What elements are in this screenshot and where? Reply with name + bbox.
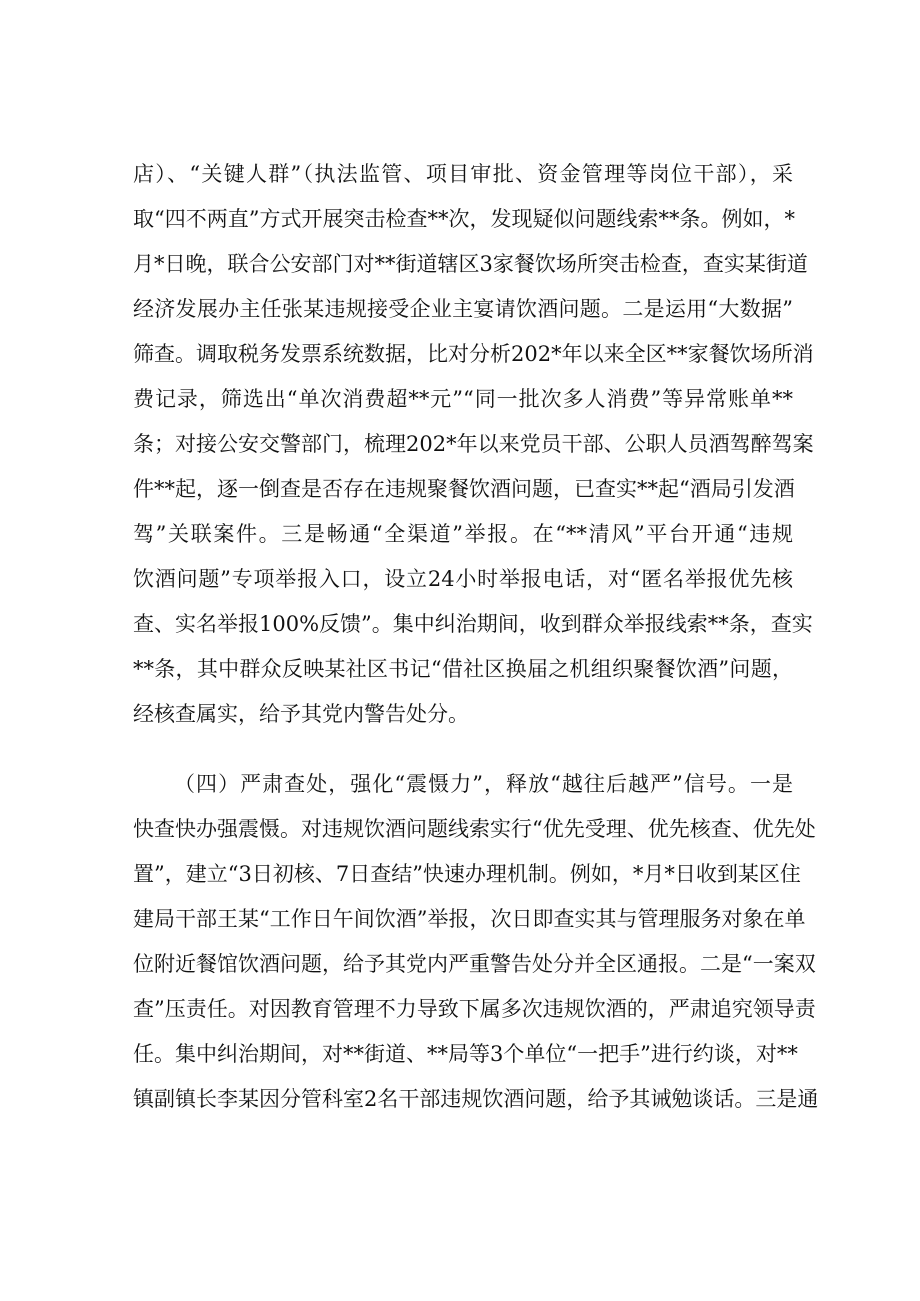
text-line: 件**起，逐一倒查是否存在违规聚餐饮酒问题，已查实**起“酒局引发酒 — [133, 477, 795, 501]
text-line: 取“四不两直”方式开展突击检查**次，发现疑似问题线索**条。例如，* — [133, 207, 795, 231]
text-line: 筛查。调取税务发票系统数据，比对分析202*年以来全区**家餐饮场所消 — [133, 342, 814, 366]
section-heading-line: （四）严肃查处，强化“震慑力”，释放“越往后越严”信号。一是 — [174, 772, 793, 796]
text-line: 饮酒问题”专项举报入口，设立24小时举报电话，对“匿名举报优先核 — [133, 567, 793, 591]
text-line: **条，其中群众反映某社区书记“借社区换届之机组织聚餐饮酒”问题， — [133, 657, 793, 681]
text-line: 店）、“关键人群”（执法监管、项目审批、资金管理等岗位干部），采 — [133, 162, 793, 186]
text-line: 驾”关联案件。三是畅通“全渠道”举报。在“**清风”平台开通“违规 — [133, 522, 793, 546]
text-line: 月*日晚，联合公安部门对**街道辖区3家餐饮场所突击检查，查实某街道 — [133, 252, 808, 276]
text-line: 快查快办强震慑。对违规饮酒问题线索实行“优先受理、优先核查、优先处 — [133, 817, 816, 841]
text-line: 费记录，筛选出“单次消费超**元”“同一批次多人消费”等异常账单** — [133, 387, 793, 411]
text-line: 置”，建立“3日初核、7日查结”快速办理机制。例如，*月*日收到某区住 — [133, 862, 801, 886]
text-line: 查”压责任。对因教育管理不力导致下属多次违规饮酒的，严肃追究领导责 — [133, 997, 816, 1021]
text-line: 位附近餐馆饮酒问题，给予其党内严重警告处分并全区通报。二是“一案双 — [133, 952, 816, 976]
text-line: 经核查属实，给予其党内警告处分。 — [133, 702, 469, 726]
text-line: 镇副镇长李某因分管科室2名干部违规饮酒问题，给予其诫勉谈话。三是通 — [133, 1087, 819, 1111]
text-line: 任。集中纠治期间，对**街道、**局等3个单位“一把手”进行约谈，对** — [133, 1042, 798, 1066]
text-line: 经济发展办主任张某违规接受企业主宴请饮酒问题。二是运用“大数据” — [133, 297, 793, 321]
text-line: 查、实名举报100%反馈”。集中纠治期间，收到群众举报线索**条，查实 — [133, 612, 813, 636]
text-line: 建局干部王某“工作日午间饮酒”举报，次日即查实其与管理服务对象在单 — [133, 907, 806, 931]
text-line: 条；对接公安交警部门，梳理202*年以来党员干部、公职人员酒驾醉驾案 — [133, 432, 814, 456]
